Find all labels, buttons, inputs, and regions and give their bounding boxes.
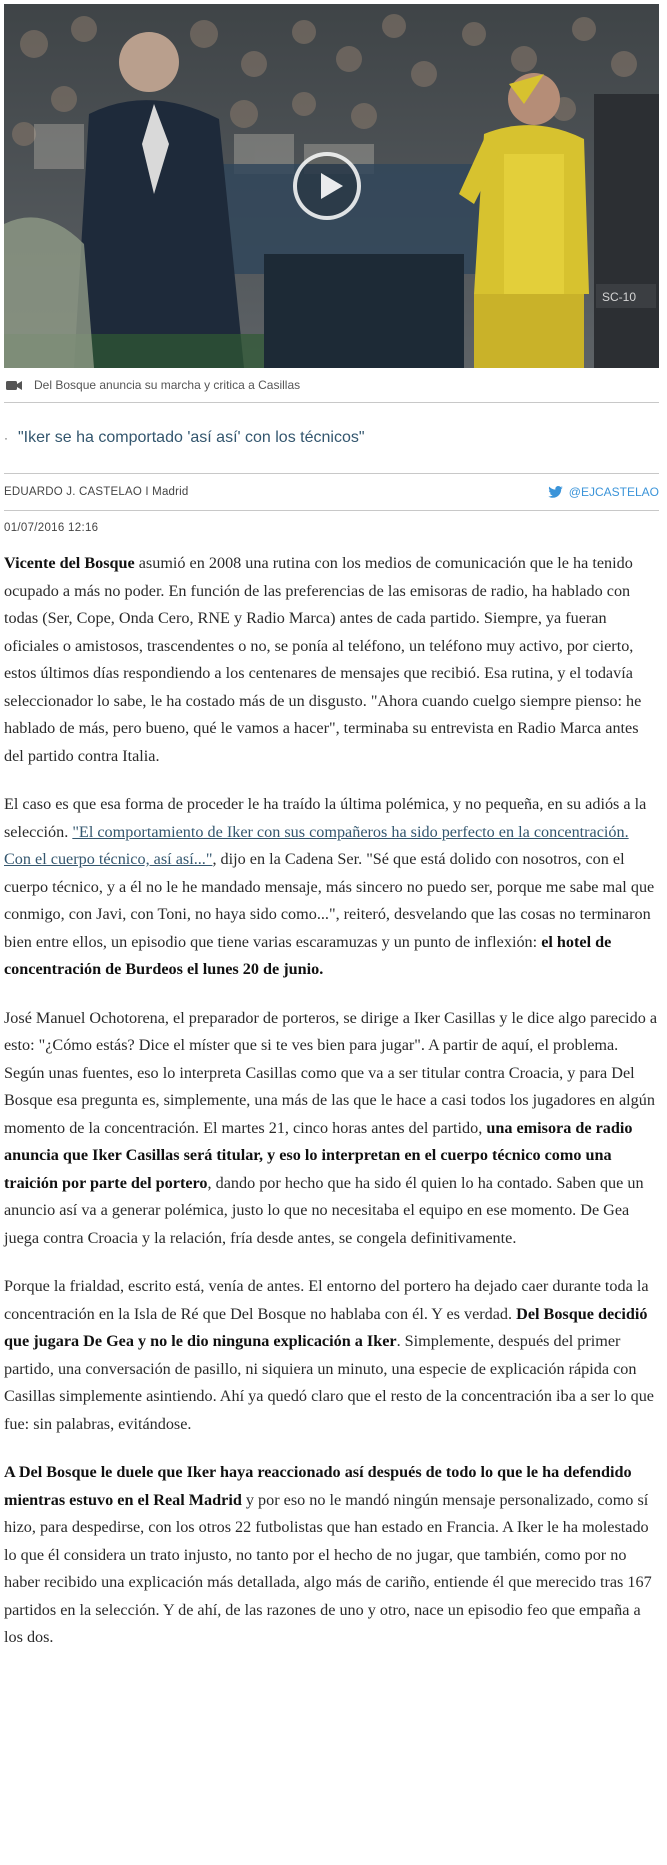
article-paragraph xyxy=(4,1005,659,1253)
byline xyxy=(4,474,659,511)
article-paragraph xyxy=(4,1459,659,1652)
article-paragraph xyxy=(4,550,659,770)
bold-text: una emisora de radio anuncia que Iker Casillas será titular, y eso lo interpretan en el cuerpo técnico como una traición por parte del portero xyxy=(4,1118,633,1192)
paragraph-text: , dijo en la Cadena Ser. "Sé que está dolido con nosotros, con el cuerpo técnico, y a él no le he mandado mensaje, más sincero no puedo ser, porque me sabe mal que conmigo, con Javi, con Toni, no haya sido como...", reiteró, desvelando que las cosas no terminaron bien entre ellos, un episodio que tiene varias escaramuzas y un punto de inflexión: xyxy=(4,850,655,951)
paragraph-text: El caso es que esa forma de proceder le ha traído la última polémica, y no pequeña, en su adiós a la selección. xyxy=(4,795,647,841)
paragraph-text: , dando por hecho que ha sido él quien lo ha contado. Saben que un anuncio así va a generar polémica, justo lo que no necesitaba el equipo en ese momento. De Gea juega contra Croacia y la relación, fría desde antes, se congela definitivamente. xyxy=(4,1173,644,1247)
related-link-row xyxy=(4,403,659,474)
publish-date: 01/07/2016 12:16 xyxy=(4,522,99,534)
article-paragraph xyxy=(4,791,659,984)
paragraph-text: José Manuel Ochotorena, el preparador de porteros, se dirige a Iker Casillas y le dice algo parecido a esto: "¿Cómo estás? Dice el míster que si te ves bien para jugar". A partir de aquí, el problema. Según unas fuentes, eso lo interpreta Casillas como que va a ser titular contra Croacia, y para Del Bosque esa pregunta es, simplemente, una más de las que le hace a casi todos los jugadores en algún momento de la concentración. El martes 21, cinco horas antes del partido, xyxy=(4,1008,658,1137)
article-page xyxy=(4,4,659,1673)
bold-text: el hotel de concentración de Burdeos el lunes 20 de junio. xyxy=(4,932,612,978)
quote-link[interactable]: "El comportamiento de Iker con sus compañeros ha sido perfecto en la concentración. Con el cuerpo técnico, así así..." xyxy=(4,822,629,868)
paragraph-text: y por eso no le mandó ningún mensaje personalizado, como sí hizo, para despedirse, con los otros 22 futbolistas que han estado en Francia. A Iker le ha molestado lo que él considera un trato injusto, no tanto por el hecho de no jugar, que también, como por no haber recibido una explicación más detallada, algo más de cariño, entiende él que merecido tras 167 partidos en la selección. Y de ahí, de las razones de uno y otro, nace un episodio feo que empaña a los dos. xyxy=(4,1490,652,1646)
video-caption-row xyxy=(4,368,659,403)
article-body xyxy=(4,550,659,1652)
paragraph-text: . Simplemente, después del primer partido, una conversación de pasillo, ni siquiera un minuto, una especie de explicación rápida con Casillas simplemente asintiendo. Ahí ya quedó claro que el resto de la concentración iba a ser lo que fue: sin palabras, evitándose. xyxy=(4,1332,654,1433)
related-bullet: · xyxy=(4,431,8,445)
video-camera-icon xyxy=(6,380,22,391)
article-paragraph xyxy=(4,1273,659,1438)
paragraph-text: Porque la frialdad, escrito está, venía de antes. El entorno del portero ha dejado caer durante toda la concentración en la Isla de Ré que Del Bosque no hablaba con él. Y es verdad. xyxy=(4,1277,649,1323)
play-icon[interactable] xyxy=(293,152,361,220)
scoreboard-label: SC-10 xyxy=(602,290,637,304)
author-name: EDUARDO J. CASTELAO I Madrid xyxy=(4,486,189,498)
video-player[interactable] xyxy=(4,4,659,368)
twitter-handle: @EJCASTELAO xyxy=(568,485,659,499)
bold-text: Del Bosque decidió que jugara De Gea y no le dio ninguna explicación a Iker xyxy=(4,1304,648,1350)
twitter-link[interactable] xyxy=(548,485,659,499)
video-caption: Del Bosque anuncia su marcha y critica a Casillas xyxy=(34,378,301,392)
bold-text: Vicente del Bosque xyxy=(4,554,135,572)
paragraph-text: asumió en 2008 una rutina con los medios de comunicación que le ha tenido ocupado a más no poder. En función de las preferencias de las emisoras de radio, ha hablado con todas (Ser, Cope, Onda Cero, RNE y Radio Marca) antes de cada partido. Siempre, ya fueran oficiales o amistosos, trascendentes o no, se ponía al teléfono, un teléfono muy activo, por cierto, estos últimos días respondiendo a los centenares de mensajes que recibió. Esa rutina, y el todavía seleccionador lo sabe, le ha costado más de un disgusto. "Ahora cuando cuelgo siempre pienso: he hablado de más, pero bueno, qué le vamos a hacer", terminaba su entrevista en Radio Marca antes del partido contra Italia. xyxy=(4,554,642,765)
bold-text: A Del Bosque le duele que Iker haya reaccionado así después de todo lo que le ha defendido mientras estuvo en el Real Madrid xyxy=(4,1463,632,1509)
twitter-icon xyxy=(548,486,563,498)
related-article-link[interactable]: "Iker se ha comportado 'así así' con los técnicos" xyxy=(18,429,365,446)
